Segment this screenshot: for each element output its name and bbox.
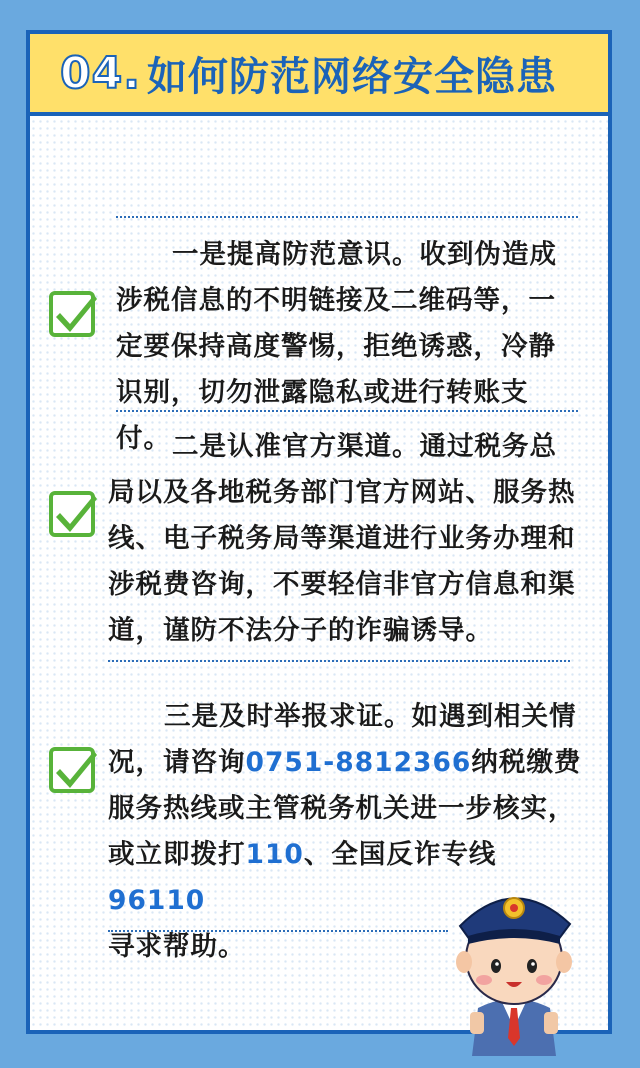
- item-3-text-cont: 纳税缴费服务热线或主管税务机关进一步核实，或立即拨打: [108, 747, 582, 870]
- list-item: [108, 424, 582, 654]
- hotline-number[interactable]: 0751-8812366: [245, 747, 472, 778]
- police-number[interactable]: 110: [245, 839, 304, 870]
- officer-mascot: [448, 878, 580, 1060]
- page-title: 如何防范网络安全隐患: [146, 53, 557, 100]
- item-1-text: 一是提高防范意识。收到伪造成涉税信息的不明链接及二维码等，一定要保持高度警惕，拒绝诱惑，冷静识别，切勿泄露隐私或进行转账支付。: [116, 239, 557, 454]
- item-3-text-cont2: 、全国反诈专线: [303, 839, 497, 870]
- antifraud-number[interactable]: 96110: [108, 885, 206, 916]
- check-icon: [48, 743, 100, 795]
- check-icon: [48, 287, 100, 339]
- item-3-text: 三是及时举报求证。如遇到相关情况，请咨询: [108, 701, 577, 778]
- divider: [116, 216, 578, 218]
- check-icon: [48, 487, 100, 539]
- item-3-text-end: 寻求帮助。: [108, 931, 246, 962]
- item-2-text: 二是认准官方渠道。通过税务总局以及各地税务部门官方网站、服务热线、电子税务局等渠道进行业务办理和涉税费咨询，不要轻信非官方信息和渠道，谨防不法分子的诈骗诱导。: [108, 431, 576, 646]
- page-header: [26, 30, 612, 116]
- section-number: 04.: [60, 47, 141, 99]
- divider: [108, 660, 570, 662]
